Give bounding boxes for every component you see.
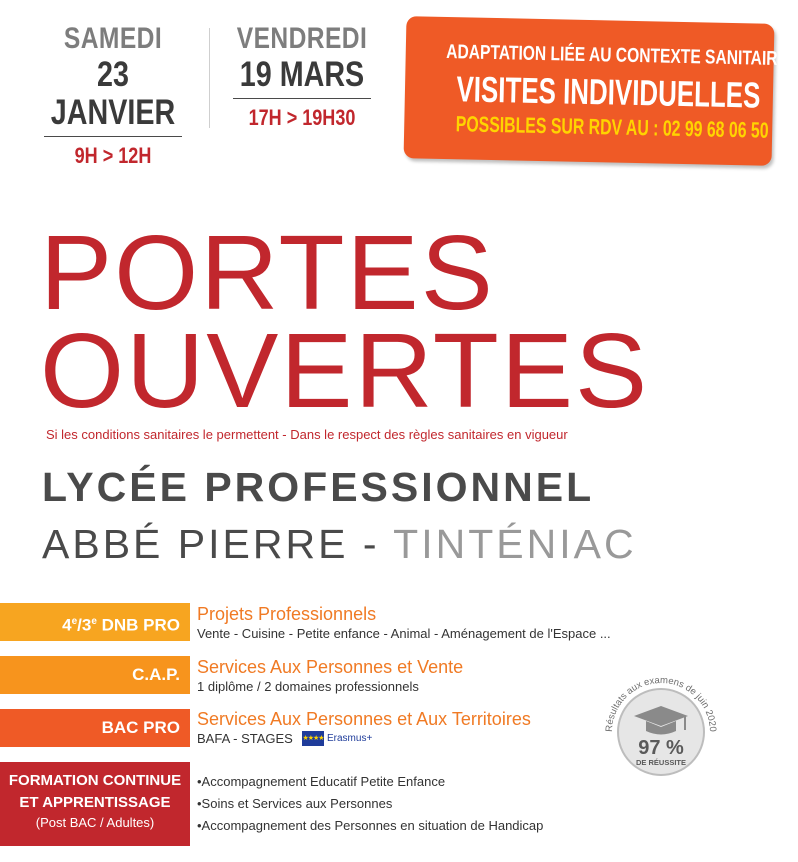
date-time: 17H > 19H30 [248, 105, 356, 130]
formation-list [197, 771, 543, 837]
list-item: •Soins et Services aux Personnes [197, 796, 393, 811]
sanitary-banner [404, 16, 789, 166]
erasmus-logo [302, 731, 372, 746]
title-ouvertes: OUVERTES [40, 312, 650, 430]
school-name: ABBÉ PIERRE [42, 521, 349, 567]
list-item: •Accompagnement des Personnes en situation de Handicap [197, 818, 544, 833]
success-seal [600, 668, 722, 790]
title-portes: PORTES [40, 214, 495, 332]
program-desc: BAFA - STAGES [197, 731, 293, 746]
formation-tag-line3: (Post BAC / Adultes) [35, 815, 155, 830]
program-desc: Vente - Cuisine - Petite enfance - Animal - Aménagement de l'Espace ... [197, 626, 611, 641]
program-title: Services Aux Personnes et Vente [197, 657, 464, 677]
program-tag-formation [0, 762, 190, 846]
date-day: SAMEDI [63, 22, 163, 55]
formation-tag-line2: ET APPRENTISSAGE [19, 794, 171, 811]
school-name-line [42, 521, 637, 568]
banner-phone-line: POSSIBLES SUR RDV AU : 02 99 68 06 50 [455, 111, 769, 143]
date-block-saturday [33, 22, 193, 169]
school-type: LYCÉE PROFESSIONNEL [42, 464, 595, 510]
program-desc: 1 diplôme / 2 domaines professionnels [197, 679, 419, 694]
vertical-divider [209, 28, 210, 128]
banner-line2: VISITES INDIVIDUELLES [456, 68, 761, 116]
conditions-note: Si les conditions sanitaires le permettent - Dans le respect des règles sanitaires en vigueur [46, 427, 568, 442]
divider [44, 136, 182, 137]
date-time: 9H > 12H [74, 143, 152, 168]
erasmus-label: Erasmus+ [327, 733, 373, 744]
seal-arc-text: Résultats aux examens de juin 2020 [603, 674, 719, 733]
school-town: TINTÉNIAC [393, 521, 637, 567]
date-main: 23 JANVIER [50, 55, 176, 132]
list-item: •Accompagnement Educatif Petite Enfance [197, 774, 446, 789]
eu-flag-icon: ★★★★ [302, 731, 324, 746]
seal-label: DE RÉUSSITE [635, 758, 687, 767]
date-day: VENDREDI [236, 22, 368, 55]
divider [233, 98, 371, 99]
program-tag-bacpro: BAC PRO [0, 709, 190, 747]
program-title: Projets Professionnels [197, 604, 377, 624]
program-title: Services Aux Personnes et Aux Territoires [197, 709, 531, 729]
school-separator: - [362, 521, 380, 567]
program-tag-cap: C.A.P. [0, 656, 190, 694]
banner-line1: ADAPTATION LIÉE AU CONTEXTE SANITAIRE [446, 41, 789, 71]
program-tag-dnb: 4e/3e DNB PRO [0, 603, 190, 641]
date-main: 19 MARS [239, 55, 365, 94]
formation-tag-line1: FORMATION CONTINUE [8, 772, 182, 789]
date-block-friday [222, 22, 382, 131]
seal-percent: 97 % [638, 737, 684, 759]
